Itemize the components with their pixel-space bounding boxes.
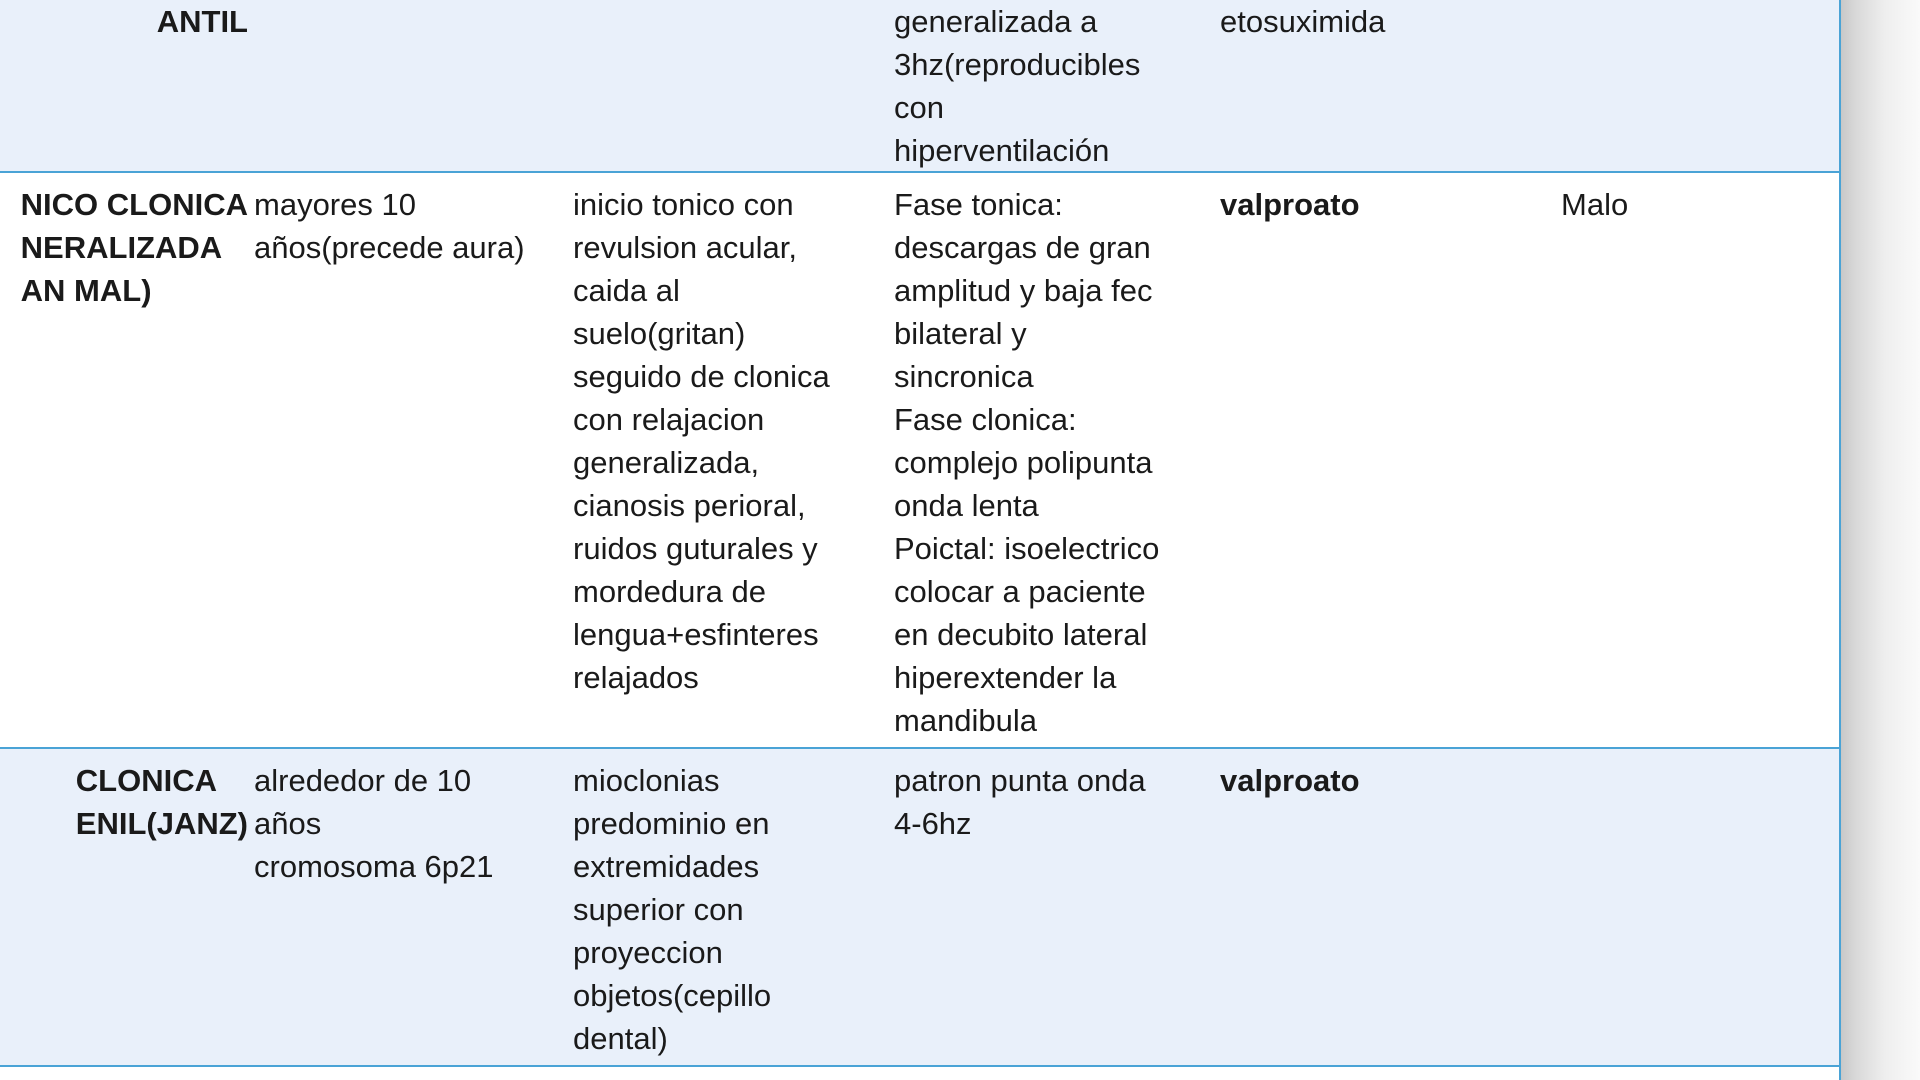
table-row [0, 171, 1839, 747]
seizure-type-cell [0, 173, 248, 747]
eeg-cell: generalizada a 3hz(reproducibles con hiperventilación [894, 4, 1141, 168]
age-cell [254, 0, 564, 171]
age-cell: alrededor de 10 años cromosoma 6p21 [254, 763, 494, 884]
treatment-cell: valproato [1220, 187, 1360, 222]
prognosis-cell: Malo [1561, 187, 1629, 222]
seizure-type-cell [0, 0, 248, 171]
treatment-cell: etosuximida [1220, 4, 1386, 39]
table-row [0, 0, 1839, 171]
clinical-cell [573, 0, 883, 171]
slide-edge-shadow [1841, 0, 1920, 1080]
table-row-cut-off [0, 1065, 1839, 1080]
seizure-type-label: CLONICA ENIL(JANZ) [75, 763, 248, 841]
seizure-type-label: NICO CLONICA NERALIZADA AN MAL) [20, 187, 248, 308]
prognosis-cell [1561, 749, 1831, 1065]
age-cell: mayores 10 años(precede aura) [254, 187, 525, 265]
eeg-cell: patron punta onda 4-6hz [894, 763, 1146, 841]
treatment-cell: valproato [1220, 763, 1360, 798]
eeg-cell: Fase tonica: descargas de gran amplitud y baja fec bilateral y sincronica Fase clonica: complejo polipunta onda lenta Poictal: isoelectrico colocar a paciente en decubito lateral hiperextender la mandibula [894, 187, 1160, 738]
table-row [0, 747, 1839, 1065]
prognosis-cell [1561, 0, 1831, 171]
seizure-type-cell [0, 749, 248, 1065]
seizure-type-label: ANTIL [156, 4, 248, 39]
clinical-cell: mioclonias predominio en extremidades superior con proyeccion objetos(cepillo dental) [573, 763, 772, 1056]
clinical-cell: inicio tonico con revulsion acular, caida al suelo(gritan) seguido de clonica con relajacion generalizada, cianosis perioral, ruidos guturales y mordedura de lengua+esfinteres relajados [573, 187, 830, 695]
